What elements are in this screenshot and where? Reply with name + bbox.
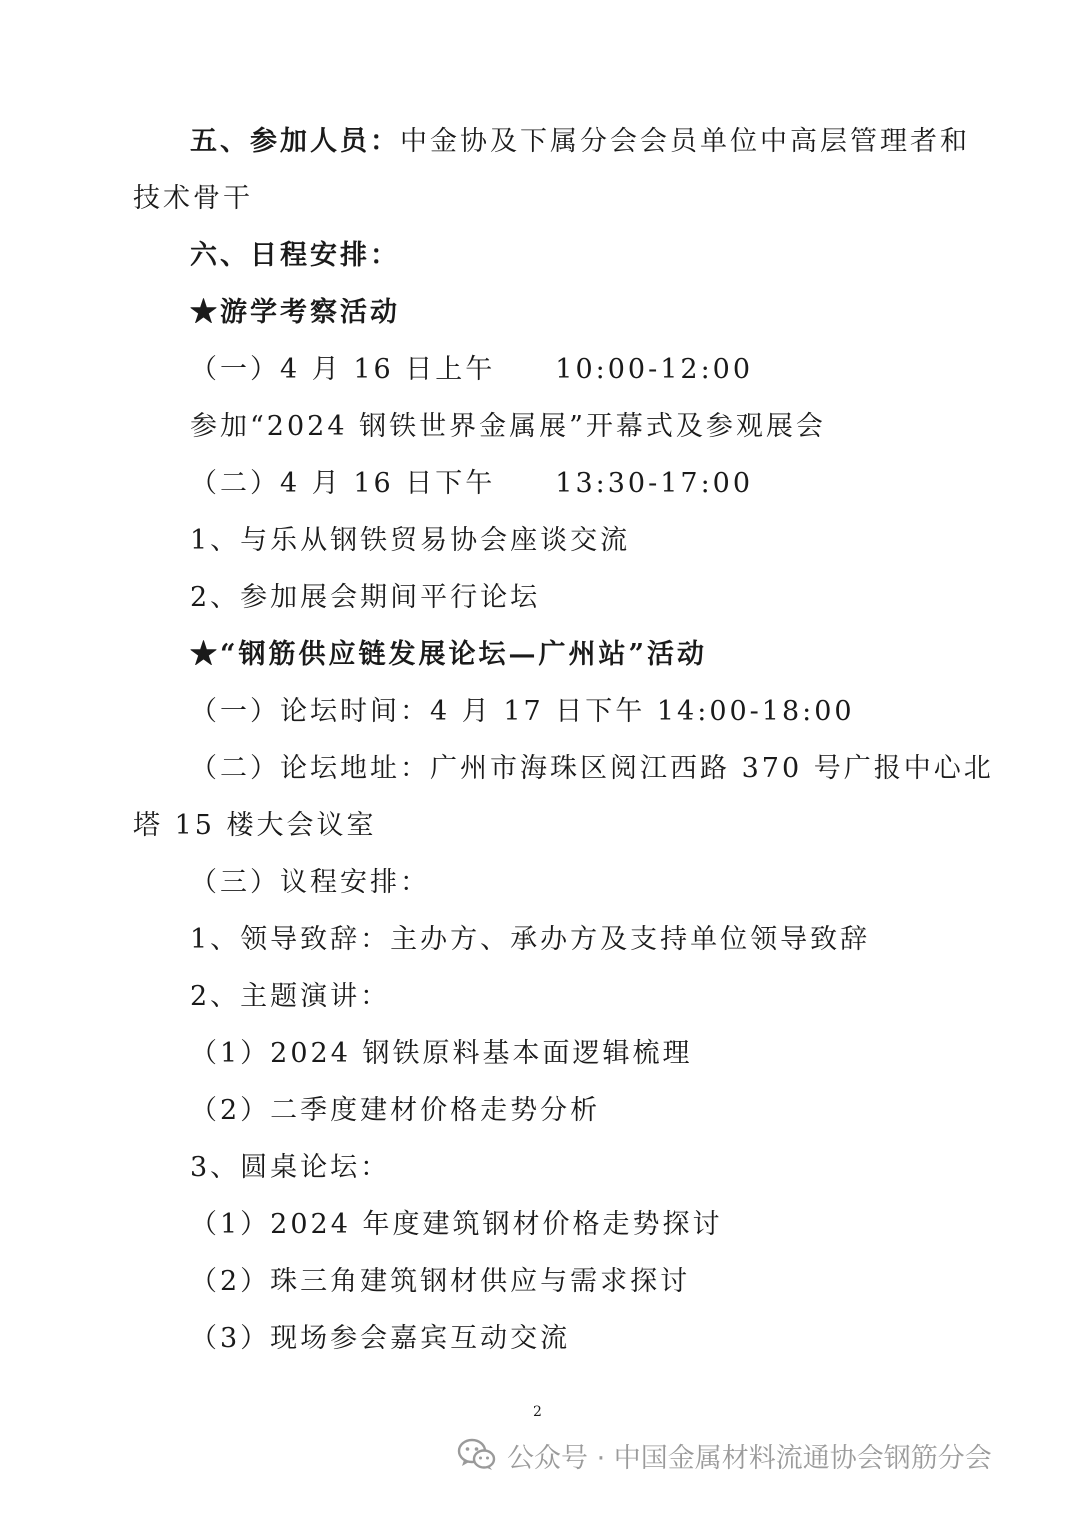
- tour-item1: [190, 352, 753, 388]
- page-number: 2: [533, 1404, 542, 1420]
- forum-address-cont: 塔 15 楼大会议室: [133, 810, 377, 841]
- agenda-heading: （三）议程安排：: [190, 867, 430, 898]
- forum-address: （二）论坛地址：广州市海珠区阅江西路 370 号广报中心北: [190, 753, 994, 784]
- tour-item1-desc: 参加“2024 钢铁世界金属展”开幕式及参观展会: [190, 411, 826, 442]
- section5-heading: 五、参加人员：: [190, 126, 400, 157]
- wechat-icon: [457, 1438, 497, 1472]
- agenda-item-3-1: （1）2024 年度建筑钢材价格走势探讨: [190, 1209, 723, 1240]
- forum-title: ★“钢筋供应链发展论坛—广州站”活动: [190, 639, 708, 670]
- agenda-item-3-2: （2）珠三角建筑钢材供应与需求探讨: [190, 1266, 691, 1297]
- agenda-item-2-1: （1）2024 钢铁原料基本面逻辑梳理: [190, 1038, 693, 1069]
- tour-item2-day: （二）4 月 16 日下午: [190, 468, 496, 499]
- section5-cont: 技术骨干: [133, 183, 253, 214]
- tour-item2-sub1: 1、与乐从钢铁贸易协会座谈交流: [190, 525, 631, 556]
- tour-item1-day: （一）4 月 16 日上午: [190, 354, 496, 385]
- section6-heading: 六、日程安排：: [190, 240, 400, 271]
- forum-time: （一）论坛时间：4 月 17 日下午 14:00-18:00: [190, 696, 855, 727]
- study-tour-title: ★游学考察活动: [190, 297, 400, 328]
- tour-item2-sub2: 2、参加展会期间平行论坛: [190, 582, 541, 613]
- watermark-text: 公众号 · 中国金属材料流通协会钢筋分会: [507, 1442, 992, 1474]
- agenda-item-2: 2、主题演讲：: [190, 981, 391, 1012]
- section5-text: 中金协及下属分会会员单位中高层管理者和: [400, 126, 970, 157]
- watermark: [457, 1432, 992, 1478]
- agenda-item-2-2: （2）二季度建材价格走势分析: [190, 1095, 601, 1126]
- agenda-item-3-3: （3）现场参会嘉宾互动交流: [190, 1323, 571, 1354]
- tour-item2: [190, 466, 753, 502]
- tour-item1-time: 10:00-12:00: [555, 354, 754, 385]
- agenda-item-3: 3、圆桌论坛：: [190, 1152, 391, 1183]
- agenda-item-1: 1、领导致辞：主办方、承办方及支持单位领导致辞: [190, 924, 871, 955]
- tour-item2-time: 13:30-17:00: [555, 468, 754, 499]
- section5-line: [190, 124, 970, 160]
